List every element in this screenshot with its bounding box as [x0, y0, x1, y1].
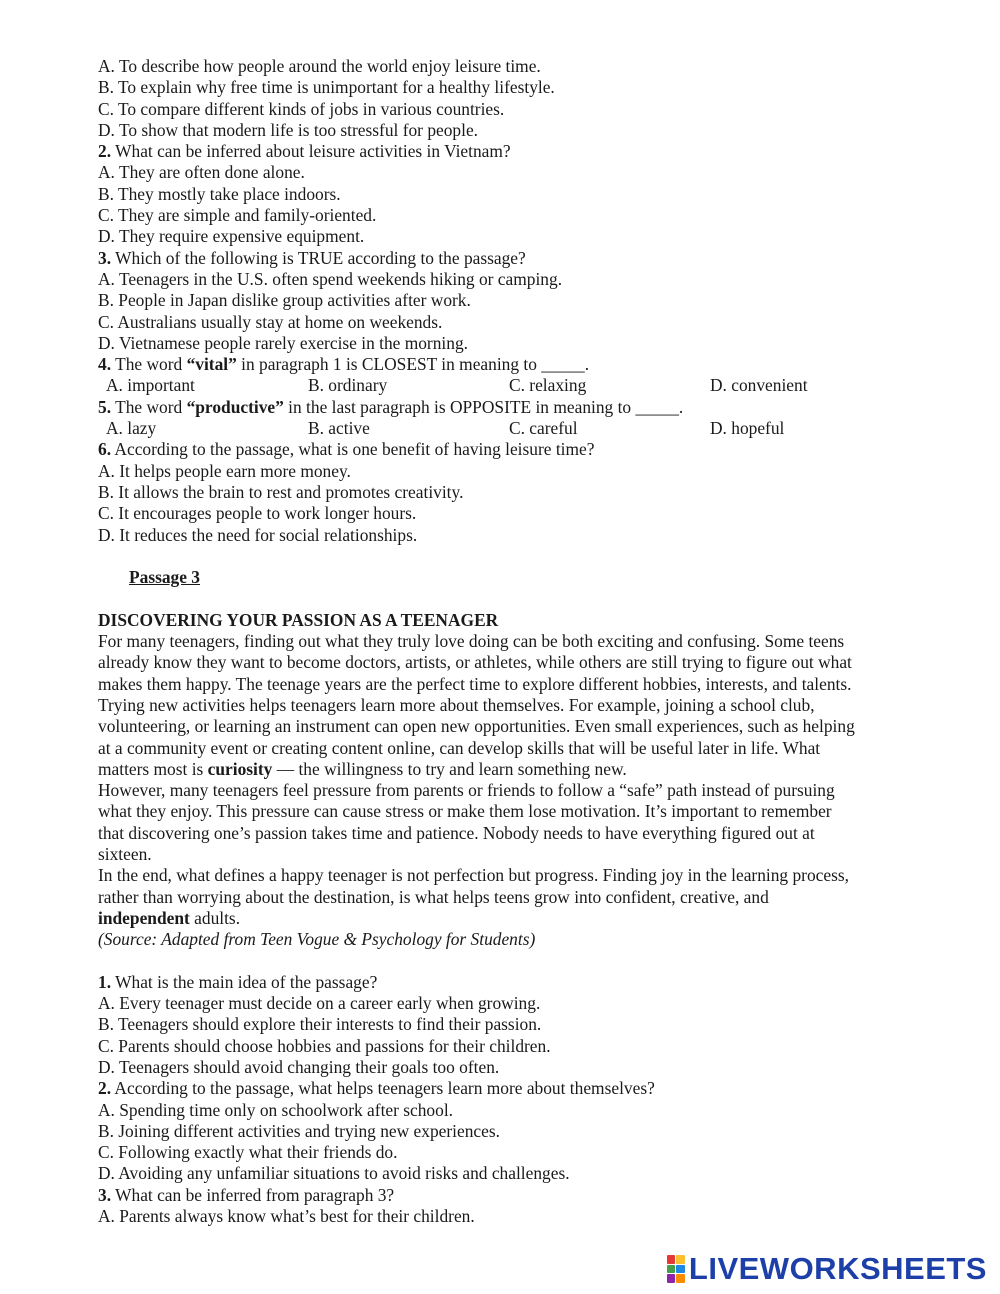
p2-q6-option-d: D. It reduces the need for social relationships.	[98, 524, 418, 545]
p2-q2-option-b: B. They mostly take place indoors.	[98, 183, 341, 204]
question-number: 1.	[98, 971, 112, 992]
logo-block	[667, 1265, 676, 1274]
p2-q6-option-c: C. It encourages people to work longer hours.	[98, 503, 417, 524]
question-text: The word	[111, 396, 187, 417]
question-text: in paragraph 1 is CLOSEST in meaning to _____.	[236, 354, 590, 375]
passage-line: that discovering one’s passion takes time and patience. Nobody needs to have everything figured out at	[98, 822, 815, 843]
keyword-curiosity: curiosity	[207, 758, 273, 779]
p3-q2-option-c: C. Following exactly what their friends do.	[98, 1142, 398, 1163]
p3-q1-option-c: C. Parents should choose hobbies and passions for their children.	[98, 1035, 551, 1056]
p2-q1-option-c: C. To compare different kinds of jobs in various countries.	[98, 98, 505, 119]
question-number: 6.	[98, 439, 112, 460]
keyword-independent: independent	[98, 907, 190, 928]
p2-q5-option-b: B. active	[308, 418, 370, 439]
question-text: According to the passage, what helps teenagers learn more about themselves?	[111, 1078, 655, 1099]
passage-line: matters most is curiosity — the willingness to try and learn something new.	[98, 758, 627, 779]
question-text: in the last paragraph is OPPOSITE in meaning to _____.	[283, 396, 684, 417]
passage-line: already know they want to become doctors, artists, or athletes, while others are still trying to figure out what	[98, 652, 852, 673]
question-number: 2.	[98, 141, 112, 162]
p2-q3-option-a: A. Teenagers in the U.S. often spend weekends hiking or camping.	[98, 268, 563, 289]
p2-q4-option-d: D. convenient	[710, 375, 808, 396]
p2-q3-option-c: C. Australians usually stay at home on weekends.	[98, 311, 443, 332]
question-number: 3.	[98, 1184, 112, 1205]
passage-line: For many teenagers, finding out what they truly love doing can be both exciting and confusing. Some teens	[98, 631, 845, 652]
p2-q4-options-row	[98, 375, 918, 396]
passage-line: volunteering, or learning an instrument can open new opportunities. Even small experiences, such as helping	[98, 716, 855, 737]
p2-q1-option-a: A. To describe how people around the world enjoy leisure time.	[98, 56, 541, 76]
p2-q2-option-d: D. They require expensive equipment.	[98, 226, 365, 247]
target-word: “vital”	[186, 354, 237, 375]
p2-q5-question	[98, 397, 918, 418]
p3-q3-question	[98, 1185, 918, 1206]
liveworksheets-logo[interactable]	[667, 1252, 987, 1286]
question-text: What is the main idea of the passage?	[111, 971, 378, 992]
logo-text: LIVEWORKSHEETS	[688, 1251, 987, 1286]
p2-q5-option-d: D. hopeful	[710, 418, 785, 439]
question-number: 5.	[98, 396, 112, 417]
question-text: What can be inferred about leisure activities in Vietnam?	[111, 141, 511, 162]
question-number: 4.	[98, 354, 112, 375]
p2-q4-question	[98, 354, 918, 375]
p3-q2-question	[98, 1078, 918, 1099]
passage-line: However, many teenagers feel pressure from parents or friends to follow a “safe” path instead of pursuing	[98, 780, 835, 801]
p2-q1-option-b: B. To explain why free time is unimportant for a healthy lifestyle.	[98, 77, 555, 98]
passage-line: Trying new activities helps teenagers learn more about themselves. For example, joining a school club,	[98, 694, 815, 715]
logo-block	[667, 1274, 676, 1283]
p2-q4-option-b: B. ordinary	[308, 375, 388, 396]
p3-q2-option-b: B. Joining different activities and trying new experiences.	[98, 1120, 500, 1141]
p2-q5-option-c: C. careful	[509, 418, 578, 439]
p2-q2-option-a: A. They are often done alone.	[98, 162, 305, 183]
passage-3-label: Passage 3	[129, 567, 201, 588]
p2-q3-option-b: B. People in Japan dislike group activities after work.	[98, 290, 471, 311]
question-number: 3.	[98, 247, 112, 268]
p3-q2-option-a: A. Spending time only on schoolwork after school.	[98, 1099, 454, 1120]
p2-q2-question	[98, 141, 918, 162]
passage-line: what they enjoy. This pressure can cause stress or make them lose motivation. It’s important to remember	[98, 801, 832, 822]
p3-q2-option-d: D. Avoiding any unfamiliar situations to avoid risks and challenges.	[98, 1163, 570, 1184]
logo-block	[676, 1265, 685, 1274]
logo-block	[676, 1255, 685, 1264]
p3-q1-option-a: A. Every teenager must decide on a career early when growing.	[98, 993, 541, 1014]
p2-q5-option-a: A. lazy	[106, 418, 157, 439]
question-text: The word	[111, 354, 187, 375]
p2-q1-option-d: D. To show that modern life is too stressful for people.	[98, 119, 479, 140]
p2-q5-options-row	[98, 418, 918, 439]
passage-line: independent adults.	[98, 907, 241, 928]
p2-q6-option-b: B. It allows the brain to rest and promotes creativity.	[98, 481, 464, 502]
p2-q2-option-c: C. They are simple and family-oriented.	[98, 205, 377, 226]
question-number: 2.	[98, 1078, 112, 1099]
passage-line: rather than worrying about the destination, is what helps teens grow into confident, creative, and	[98, 886, 769, 907]
p3-q1-option-d: D. Teenagers should avoid changing their goals too often.	[98, 1056, 500, 1077]
p2-q6-option-a: A. It helps people earn more money.	[98, 460, 351, 481]
p3-q1-question	[98, 972, 918, 993]
p2-q3-option-d: D. Vietnamese people rarely exercise in the morning.	[98, 332, 468, 353]
p2-q4-option-a: A. important	[106, 375, 195, 396]
logo-block	[667, 1255, 676, 1264]
passage-source: (Source: Adapted from Teen Vogue & Psychology for Students)	[98, 929, 536, 950]
p3-q1-option-b: B. Teenagers should explore their interests to find their passion.	[98, 1014, 542, 1035]
logo-block	[676, 1274, 685, 1283]
target-word: “productive”	[186, 396, 284, 417]
question-text: According to the passage, what is one benefit of having leisure time?	[111, 439, 595, 460]
passage-line: at a community event or creating content online, can develop skills that will be useful later in life. What	[98, 737, 821, 758]
p3-q3-option-a: A. Parents always know what’s best for their children.	[98, 1206, 475, 1227]
passage-line: sixteen.	[98, 843, 152, 864]
question-text: What can be inferred from paragraph 3?	[111, 1184, 395, 1205]
passage-3-title: DISCOVERING YOUR PASSION AS A TEENAGER	[98, 609, 499, 630]
p2-q4-option-c: C. relaxing	[509, 375, 587, 396]
p2-q6-question	[98, 439, 918, 460]
worksheet-page	[98, 56, 918, 1227]
passage-line: makes them happy. The teenage years are the perfect time to explore different hobbies, interests, and talents.	[98, 673, 852, 694]
p2-q3-question	[98, 248, 918, 269]
question-text: Which of the following is TRUE according to the passage?	[111, 247, 526, 268]
passage-line: In the end, what defines a happy teenager is not perfection but progress. Finding joy in the learning process,	[98, 865, 849, 886]
liveworksheets-logo-icon	[667, 1255, 685, 1283]
